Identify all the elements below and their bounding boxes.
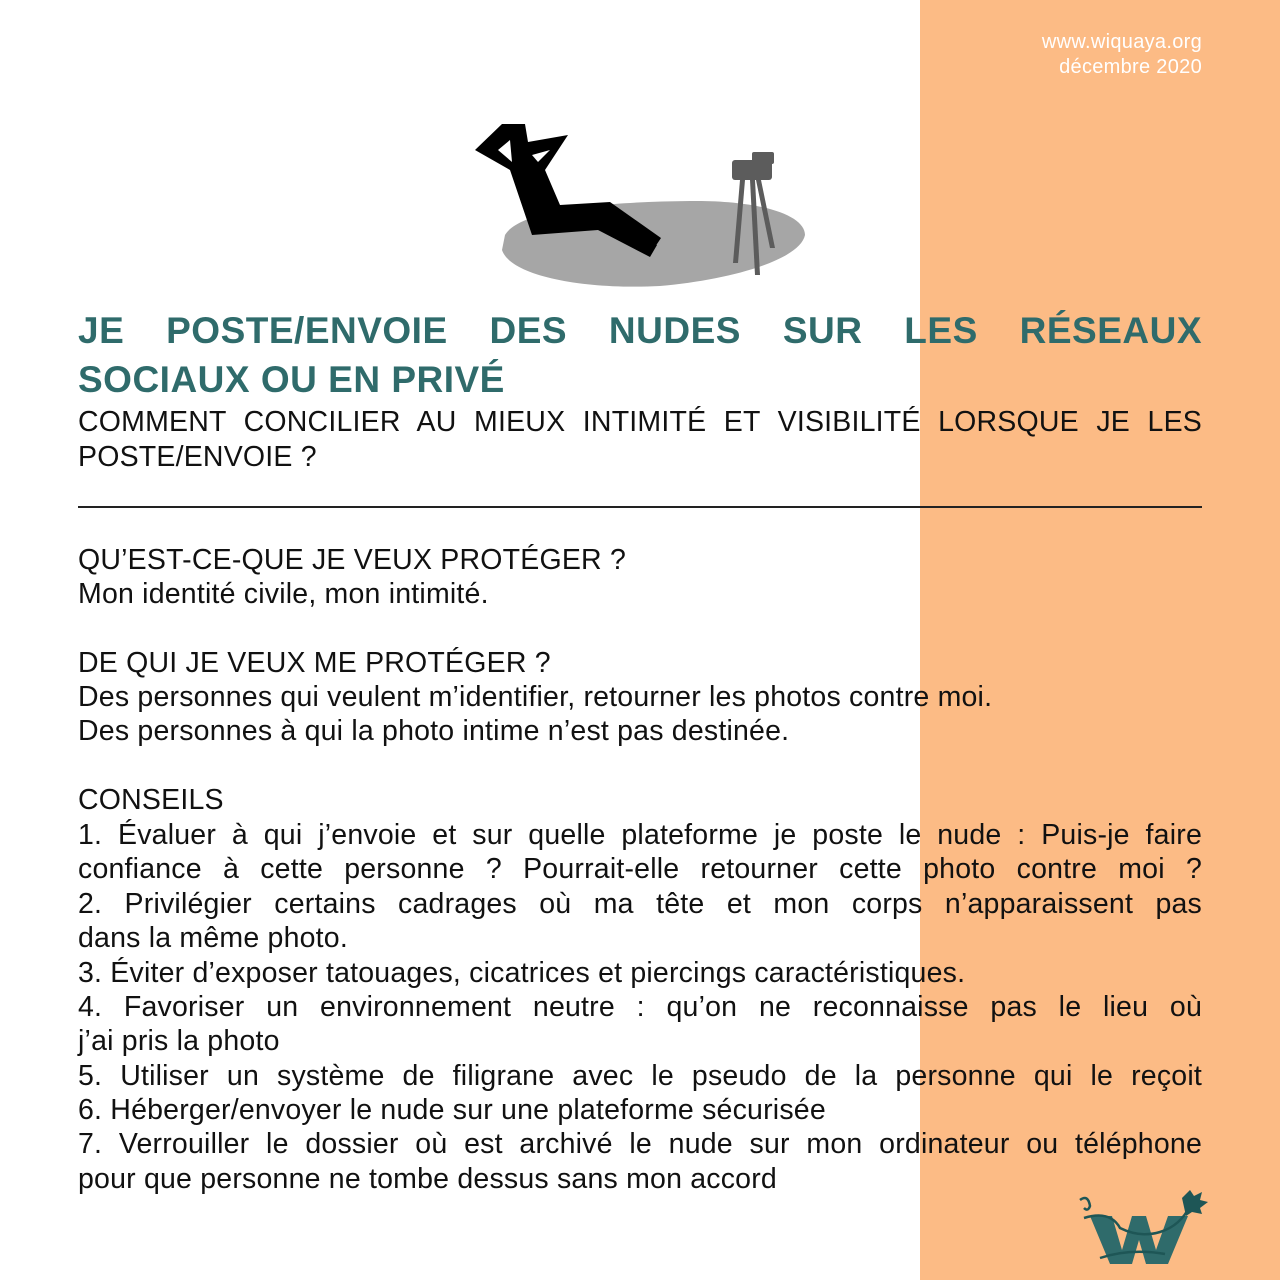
section-text: Mon identité civile, mon intimité. (78, 578, 489, 610)
tip-line: 3. Éviter d’exposer tatouages, cicatrices et piercings caractéristiques. (78, 957, 966, 989)
tip-line: 7. Verrouiller le dossier où est archivé le nude sur mon ordinateur ou téléphone (78, 1128, 1202, 1160)
tip-line: pour que personne ne tombe dessus sans mon accord (78, 1163, 777, 1195)
section-heading-protect-from: DE QUI JE VEUX ME PROTÉGER ? (78, 647, 551, 679)
date: décembre 2020 (1059, 56, 1202, 78)
page-title-line-1 (78, 309, 1202, 353)
tip-line: 6. Héberger/envoyer le nude sur une plateforme sécurisée (78, 1094, 826, 1126)
wiquaya-logo (1070, 1188, 1210, 1268)
subtitle-line-1: COMMENT CONCILIER AU MIEUX INTIMITÉ ET VISIBILITÉ LORSQUE JE LES (78, 406, 1202, 438)
tip-line: 5. Utiliser un système de filigrane avec le pseudo de la personne qui le reçoit (78, 1060, 1202, 1092)
header-meta (1042, 30, 1202, 80)
page-title-line-2: SOCIAUX OU EN PRIVÉ (78, 359, 505, 400)
section-text: Des personnes qui veulent m’identifier, retourner les photos contre moi. (78, 681, 993, 713)
tip-line: dans la même photo. (78, 922, 348, 954)
tip-line: 1. Évaluer à qui j’envoie et sur quelle plateforme je poste le nude : Puis-je faire (78, 819, 1202, 851)
page-title-line-1-text: JE POSTE/ENVOIE DES NUDES SUR LES RÉSEAUX (78, 310, 1202, 351)
subtitle-line-2: POSTE/ENVOIE ? (78, 441, 317, 473)
person-photo-illustration (460, 110, 820, 300)
section-heading-protect-what: QU’EST-CE-QUE JE VEUX PROTÉGER ? (78, 544, 626, 576)
section-text: Des personnes à qui la photo intime n’est pas destinée. (78, 715, 790, 747)
section-heading-tips: CONSEILS (78, 784, 224, 816)
tip-line: 4. Favoriser un environnement neutre : qu’on ne reconnaisse pas le lieu où (78, 991, 1202, 1023)
website-url: www.wiquaya.org (1041, 31, 1202, 53)
tip-line: j’ai pris la photo (78, 1025, 280, 1057)
divider (78, 506, 1202, 508)
tip-line: 2. Privilégier certains cadrages où ma tête et mon corps n’apparaissent pas (78, 888, 1202, 920)
tip-line: confiance à cette personne ? Pourrait-elle retourner cette photo contre moi ? (78, 853, 1202, 885)
